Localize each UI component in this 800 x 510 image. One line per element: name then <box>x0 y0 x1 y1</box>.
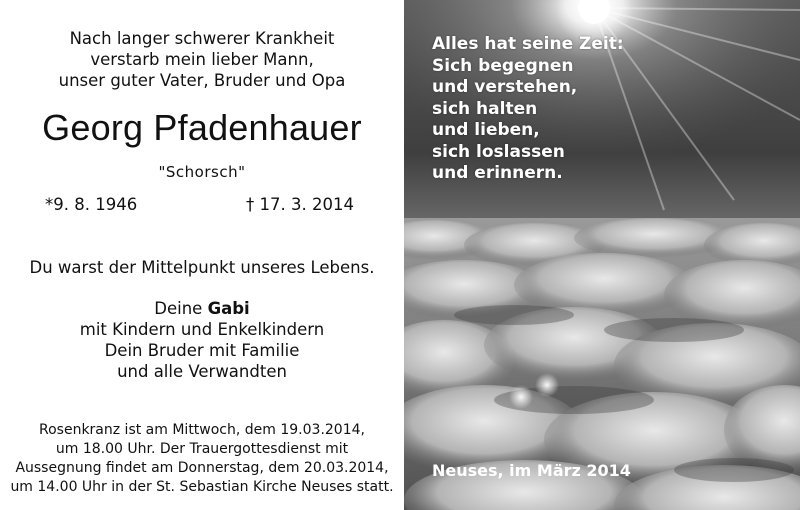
place-date: Neuses, im März 2014 <box>432 461 631 480</box>
wife-name: Gabi <box>207 299 250 318</box>
mourners <box>0 298 404 382</box>
nickname: "Schorsch" <box>158 163 246 181</box>
quote-line-6: sich loslassen <box>432 141 565 162</box>
quote-line-5: und lieben, <box>432 120 540 140</box>
intro-text <box>0 28 404 91</box>
quote-line-3: und verstehen, <box>432 77 578 97</box>
intro-line-1: Nach langer schwerer Krankheit <box>69 29 335 48</box>
quote <box>432 34 624 185</box>
quote-line-2: Sich begegnen <box>432 55 574 76</box>
mourners-line-3: Dein Bruder mit Familie <box>104 341 300 360</box>
intro-line-2: verstarb mein lieber Mann, <box>90 50 314 69</box>
quote-line-4: sich halten <box>432 98 538 119</box>
quote-line-1: Alles hat seine Zeit: <box>432 34 624 54</box>
service-info <box>0 421 404 497</box>
death-date: † 17. 3. 2014 <box>246 195 354 214</box>
motto: Du warst der Mittelpunkt unseres Lebens. <box>29 258 375 277</box>
mourners-line-2: mit Kindern und Enkelkindern <box>79 320 325 339</box>
service-line-4: um 14.00 Uhr in der St. Sebastian Kirche Neuses statt. <box>10 479 394 495</box>
birth-date: *9. 8. 1946 <box>45 195 138 214</box>
quote-line-7: und erinnern. <box>432 163 563 183</box>
service-line-1: Rosenkranz ist am Mittwoch, dem 19.03.2014, <box>39 422 365 438</box>
mourners-line-1: Deine Gabi <box>154 299 250 318</box>
intro-line-3: unser guter Vater, Bruder und Opa <box>58 71 346 90</box>
service-line-2: um 18.00 Uhr. Der Trauergottesdienst mit <box>55 441 349 457</box>
service-line-3: Aussegnung findet am Donnerstag, dem 20.03.2014, <box>15 460 389 476</box>
mourners-line-4: und alle Verwandten <box>117 362 287 381</box>
deceased-name: Georg Pfadenhauer <box>42 107 362 148</box>
